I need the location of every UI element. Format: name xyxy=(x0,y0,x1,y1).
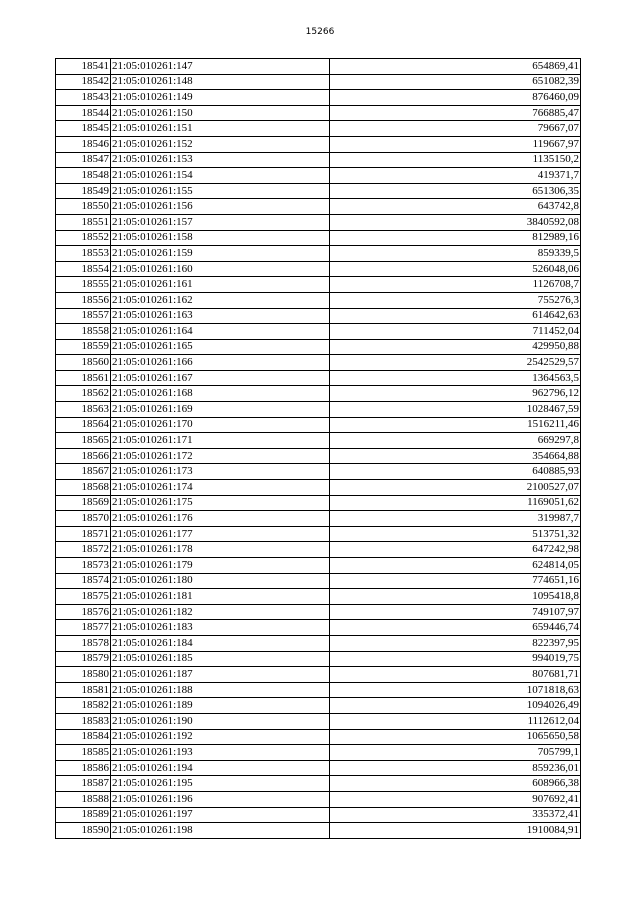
table-row xyxy=(56,230,581,246)
value-cell: 640885,93 xyxy=(330,464,581,480)
value-cell: 1135150,2 xyxy=(330,152,581,168)
row-number-cell: 18547 xyxy=(56,152,111,168)
value-cell: 643742,8 xyxy=(330,199,581,215)
cadastral-number-cell: 21:05:010261:175 xyxy=(111,495,330,511)
cadastral-number-cell: 21:05:010261:179 xyxy=(111,558,330,574)
table-row xyxy=(56,604,581,620)
value-cell: 526048,06 xyxy=(330,261,581,277)
table-row xyxy=(56,152,581,168)
row-number-cell: 18577 xyxy=(56,620,111,636)
row-number-cell: 18541 xyxy=(56,59,111,75)
value-cell: 1516211,46 xyxy=(330,417,581,433)
table-row xyxy=(56,713,581,729)
value-cell: 1112612,04 xyxy=(330,713,581,729)
table-row xyxy=(56,651,581,667)
cadastral-number-cell: 21:05:010261:160 xyxy=(111,261,330,277)
value-cell: 907692,41 xyxy=(330,791,581,807)
value-cell: 1095418,8 xyxy=(330,589,581,605)
value-cell: 1169051,62 xyxy=(330,495,581,511)
row-number-cell: 18543 xyxy=(56,90,111,106)
value-cell: 669297,8 xyxy=(330,433,581,449)
cadastral-number-cell: 21:05:010261:182 xyxy=(111,604,330,620)
row-number-cell: 18562 xyxy=(56,386,111,402)
table-body xyxy=(56,59,581,839)
row-number-cell: 18546 xyxy=(56,136,111,152)
row-number-cell: 18586 xyxy=(56,760,111,776)
table-row xyxy=(56,464,581,480)
row-number-cell: 18575 xyxy=(56,589,111,605)
table-row xyxy=(56,526,581,542)
table-row xyxy=(56,324,581,340)
table-row xyxy=(56,168,581,184)
cadastral-number-cell: 21:05:010261:192 xyxy=(111,729,330,745)
table-row xyxy=(56,105,581,121)
cadastral-number-cell: 21:05:010261:188 xyxy=(111,682,330,698)
cadastral-number-cell: 21:05:010261:169 xyxy=(111,402,330,418)
row-number-cell: 18579 xyxy=(56,651,111,667)
table-row xyxy=(56,823,581,839)
cadastral-number-cell: 21:05:010261:183 xyxy=(111,620,330,636)
cadastral-number-cell: 21:05:010261:189 xyxy=(111,698,330,714)
table-row xyxy=(56,199,581,215)
table-row xyxy=(56,573,581,589)
value-cell: 807681,71 xyxy=(330,667,581,683)
table-row xyxy=(56,402,581,418)
table-row xyxy=(56,246,581,262)
value-cell: 2542529,57 xyxy=(330,355,581,371)
value-cell: 651306,35 xyxy=(330,183,581,199)
cadastral-number-cell: 21:05:010261:174 xyxy=(111,480,330,496)
table-row xyxy=(56,433,581,449)
row-number-cell: 18561 xyxy=(56,370,111,386)
row-number-cell: 18542 xyxy=(56,74,111,90)
value-cell: 614642,63 xyxy=(330,308,581,324)
value-cell: 774651,16 xyxy=(330,573,581,589)
cadastral-number-cell: 21:05:010261:170 xyxy=(111,417,330,433)
cadastral-number-cell: 21:05:010261:157 xyxy=(111,214,330,230)
row-number-cell: 18566 xyxy=(56,448,111,464)
table-row xyxy=(56,776,581,792)
table-row xyxy=(56,183,581,199)
table-row xyxy=(56,745,581,761)
row-number-cell: 18548 xyxy=(56,168,111,184)
value-cell: 2100527,07 xyxy=(330,480,581,496)
table-row xyxy=(56,495,581,511)
value-cell: 1910084,91 xyxy=(330,823,581,839)
cadastral-number-cell: 21:05:010261:163 xyxy=(111,308,330,324)
cadastral-number-cell: 21:05:010261:181 xyxy=(111,589,330,605)
row-number-cell: 18544 xyxy=(56,105,111,121)
row-number-cell: 18555 xyxy=(56,277,111,293)
row-number-cell: 18583 xyxy=(56,713,111,729)
cadastral-number-cell: 21:05:010261:150 xyxy=(111,105,330,121)
cadastral-number-cell: 21:05:010261:172 xyxy=(111,448,330,464)
cadastral-number-cell: 21:05:010261:164 xyxy=(111,324,330,340)
value-cell: 859236,01 xyxy=(330,760,581,776)
row-number-cell: 18576 xyxy=(56,604,111,620)
cadastral-number-cell: 21:05:010261:173 xyxy=(111,464,330,480)
row-number-cell: 18578 xyxy=(56,635,111,651)
value-cell: 659446,74 xyxy=(330,620,581,636)
value-cell: 335372,41 xyxy=(330,807,581,823)
table-row xyxy=(56,136,581,152)
cadastral-number-cell: 21:05:010261:148 xyxy=(111,74,330,90)
table-row xyxy=(56,417,581,433)
row-number-cell: 18580 xyxy=(56,667,111,683)
value-cell: 354664,88 xyxy=(330,448,581,464)
value-cell: 876460,09 xyxy=(330,90,581,106)
cadastral-number-cell: 21:05:010261:176 xyxy=(111,511,330,527)
cadastral-number-cell: 21:05:010261:147 xyxy=(111,59,330,75)
cadastral-number-cell: 21:05:010261:171 xyxy=(111,433,330,449)
cadastral-number-cell: 21:05:010261:194 xyxy=(111,760,330,776)
value-cell: 812989,16 xyxy=(330,230,581,246)
row-number-cell: 18560 xyxy=(56,355,111,371)
value-cell: 624814,05 xyxy=(330,558,581,574)
cadastral-number-cell: 21:05:010261:185 xyxy=(111,651,330,667)
value-cell: 1028467,59 xyxy=(330,402,581,418)
table-row xyxy=(56,635,581,651)
value-cell: 1126708,7 xyxy=(330,277,581,293)
row-number-cell: 18545 xyxy=(56,121,111,137)
table-row xyxy=(56,760,581,776)
page-number: 15266 xyxy=(305,27,335,37)
row-number-cell: 18587 xyxy=(56,776,111,792)
value-cell: 1094026,49 xyxy=(330,698,581,714)
value-cell: 654869,41 xyxy=(330,59,581,75)
table-row xyxy=(56,791,581,807)
row-number-cell: 18549 xyxy=(56,183,111,199)
table-row xyxy=(56,620,581,636)
row-number-cell: 18557 xyxy=(56,308,111,324)
cadastral-number-cell: 21:05:010261:165 xyxy=(111,339,330,355)
value-cell: 513751,32 xyxy=(330,526,581,542)
registry-table xyxy=(55,58,581,839)
value-cell: 755276,3 xyxy=(330,292,581,308)
row-number-cell: 18572 xyxy=(56,542,111,558)
row-number-cell: 18588 xyxy=(56,791,111,807)
cadastral-number-cell: 21:05:010261:168 xyxy=(111,386,330,402)
table-row xyxy=(56,59,581,75)
value-cell: 119667,97 xyxy=(330,136,581,152)
value-cell: 822397,95 xyxy=(330,635,581,651)
table-row xyxy=(56,370,581,386)
cadastral-number-cell: 21:05:010261:198 xyxy=(111,823,330,839)
table-row xyxy=(56,448,581,464)
row-number-cell: 18590 xyxy=(56,823,111,839)
row-number-cell: 18581 xyxy=(56,682,111,698)
cadastral-number-cell: 21:05:010261:159 xyxy=(111,246,330,262)
cadastral-number-cell: 21:05:010261:197 xyxy=(111,807,330,823)
cadastral-number-cell: 21:05:010261:152 xyxy=(111,136,330,152)
value-cell: 994019,75 xyxy=(330,651,581,667)
value-cell: 1364563,5 xyxy=(330,370,581,386)
row-number-cell: 18569 xyxy=(56,495,111,511)
row-number-cell: 18554 xyxy=(56,261,111,277)
table-row xyxy=(56,542,581,558)
table-row xyxy=(56,698,581,714)
row-number-cell: 18585 xyxy=(56,745,111,761)
row-number-cell: 18584 xyxy=(56,729,111,745)
cadastral-number-cell: 21:05:010261:153 xyxy=(111,152,330,168)
cadastral-number-cell: 21:05:010261:151 xyxy=(111,121,330,137)
row-number-cell: 18559 xyxy=(56,339,111,355)
cadastral-number-cell: 21:05:010261:193 xyxy=(111,745,330,761)
table-row xyxy=(56,386,581,402)
table-row xyxy=(56,292,581,308)
value-cell: 705799,1 xyxy=(330,745,581,761)
value-cell: 79667,07 xyxy=(330,121,581,137)
cadastral-number-cell: 21:05:010261:155 xyxy=(111,183,330,199)
table-row xyxy=(56,558,581,574)
row-number-cell: 18563 xyxy=(56,402,111,418)
table-row xyxy=(56,589,581,605)
value-cell: 3840592,08 xyxy=(330,214,581,230)
value-cell: 647242,98 xyxy=(330,542,581,558)
value-cell: 319987,7 xyxy=(330,511,581,527)
value-cell: 608966,38 xyxy=(330,776,581,792)
table-row xyxy=(56,807,581,823)
row-number-cell: 18582 xyxy=(56,698,111,714)
row-number-cell: 18550 xyxy=(56,199,111,215)
table-row xyxy=(56,277,581,293)
cadastral-number-cell: 21:05:010261:190 xyxy=(111,713,330,729)
cadastral-number-cell: 21:05:010261:195 xyxy=(111,776,330,792)
cadastral-number-cell: 21:05:010261:149 xyxy=(111,90,330,106)
table-row xyxy=(56,90,581,106)
value-cell: 962796,12 xyxy=(330,386,581,402)
cadastral-number-cell: 21:05:010261:177 xyxy=(111,526,330,542)
value-cell: 766885,47 xyxy=(330,105,581,121)
table-row xyxy=(56,667,581,683)
cadastral-number-cell: 21:05:010261:158 xyxy=(111,230,330,246)
table-row xyxy=(56,682,581,698)
cadastral-number-cell: 21:05:010261:154 xyxy=(111,168,330,184)
value-cell: 711452,04 xyxy=(330,324,581,340)
cadastral-number-cell: 21:05:010261:187 xyxy=(111,667,330,683)
row-number-cell: 18565 xyxy=(56,433,111,449)
cadastral-number-cell: 21:05:010261:180 xyxy=(111,573,330,589)
cadastral-number-cell: 21:05:010261:161 xyxy=(111,277,330,293)
table-row xyxy=(56,121,581,137)
row-number-cell: 18570 xyxy=(56,511,111,527)
table-row xyxy=(56,511,581,527)
table-row xyxy=(56,214,581,230)
value-cell: 419371,7 xyxy=(330,168,581,184)
cadastral-number-cell: 21:05:010261:167 xyxy=(111,370,330,386)
row-number-cell: 18568 xyxy=(56,480,111,496)
cadastral-number-cell: 21:05:010261:178 xyxy=(111,542,330,558)
value-cell: 651082,39 xyxy=(330,74,581,90)
table-row xyxy=(56,339,581,355)
row-number-cell: 18589 xyxy=(56,807,111,823)
value-cell: 1071818,63 xyxy=(330,682,581,698)
row-number-cell: 18573 xyxy=(56,558,111,574)
table-row xyxy=(56,355,581,371)
cadastral-number-cell: 21:05:010261:184 xyxy=(111,635,330,651)
table-row xyxy=(56,261,581,277)
row-number-cell: 18553 xyxy=(56,246,111,262)
row-number-cell: 18556 xyxy=(56,292,111,308)
table-row xyxy=(56,480,581,496)
row-number-cell: 18574 xyxy=(56,573,111,589)
value-cell: 429950,88 xyxy=(330,339,581,355)
table-row xyxy=(56,74,581,90)
cadastral-number-cell: 21:05:010261:166 xyxy=(111,355,330,371)
cadastral-number-cell: 21:05:010261:156 xyxy=(111,199,330,215)
table-row xyxy=(56,308,581,324)
value-cell: 749107,97 xyxy=(330,604,581,620)
cadastral-number-cell: 21:05:010261:162 xyxy=(111,292,330,308)
cadastral-number-cell: 21:05:010261:196 xyxy=(111,791,330,807)
value-cell: 1065650,58 xyxy=(330,729,581,745)
row-number-cell: 18558 xyxy=(56,324,111,340)
row-number-cell: 18552 xyxy=(56,230,111,246)
row-number-cell: 18564 xyxy=(56,417,111,433)
table-row xyxy=(56,729,581,745)
row-number-cell: 18571 xyxy=(56,526,111,542)
row-number-cell: 18567 xyxy=(56,464,111,480)
row-number-cell: 18551 xyxy=(56,214,111,230)
value-cell: 859339,5 xyxy=(330,246,581,262)
